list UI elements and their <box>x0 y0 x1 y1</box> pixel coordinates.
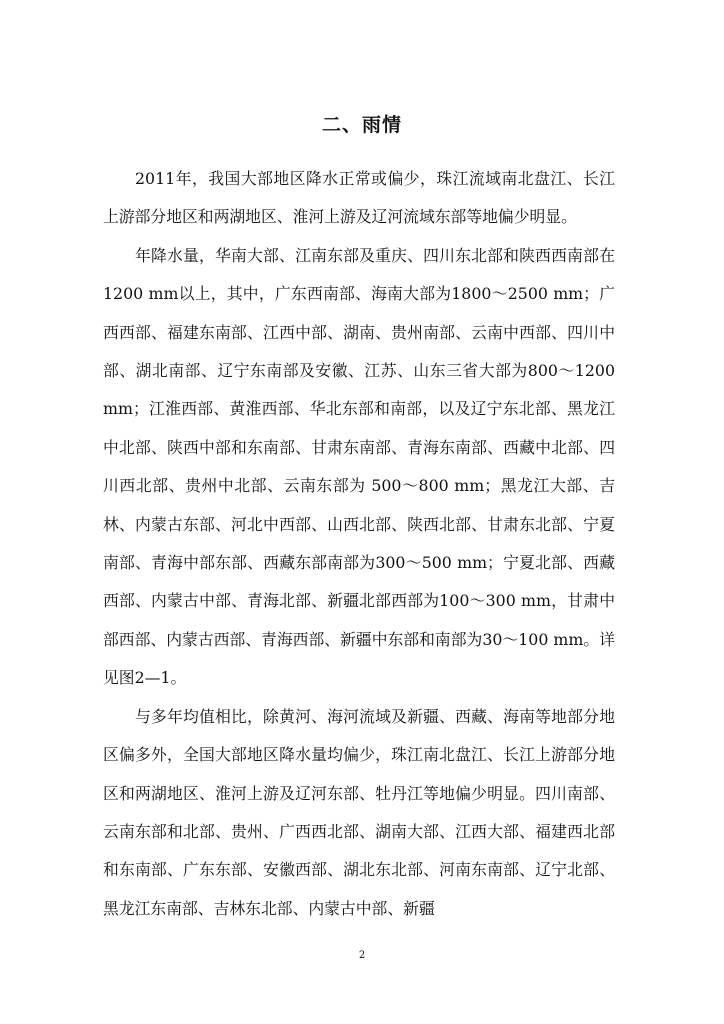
section-heading: 二、雨情 <box>321 114 402 136</box>
paragraph-comparison: 与多年均值相比，除黄河、海河流域及新疆、西藏、海南等地部分地区偏多外，全国大部地区降水量均偏少，珠江南北盘江、长江上游部分地区和两湖地区、淮河上游及辽河东部、牡丹江等地偏少明显。四川南部、云南东部和北部、贵州、广西西北部、湖南大部、江西大部、福建西北部和东南部、广东东部、安徽西部、湖北东北部、河南东南部、辽宁北部、黑龙江东南部、吉林东北部、内蒙古中部、新疆 <box>103 706 615 918</box>
paragraph-annual-precipitation: 年降水量，华南大部、江南东部及重庆、四川东北部和陕西西南部在1200 mm以上，其中，广东西南部、海南大部为1800～2500 mm；广西西部、福建东南部、江西中部、湖南、贵州南部、云南中西部、四川中部、湖北南部、辽宁东南部及安徽、江苏、山东三省大部为800～1200 mm；江淮西部、黄淮西部、华北东部和南部，以及辽宁东北部、黑龙江中北部、陕西中部和东南部、甘肃东南部、青海东南部、西藏中北部、四川西北部、贵州中北部、云南东部为 500～800 mm；黑龙江大部、吉林、内蒙古东部、河北中西部、山西北部、陕西北部、甘肃东北部、宁夏南部、青海中部东部、西藏东部南部为300～500 mm；宁夏北部、西藏西部、内蒙古中部、青海北部、新疆北部西部为100～300 mm，甘肃中部西部、内蒙古西部、青海西部、新疆中东部和南部为30～100 mm。详见图2—1。 <box>103 245 615 688</box>
paragraph-overview: 2011年，我国大部地区降水正常或偏少，珠江流域南北盘江、长江上游部分地区和两湖地区、淮河上游及辽河流域东部等地偏少明显。 <box>103 169 615 227</box>
document-body <box>103 160 615 928</box>
page-number: 2 <box>358 950 366 961</box>
